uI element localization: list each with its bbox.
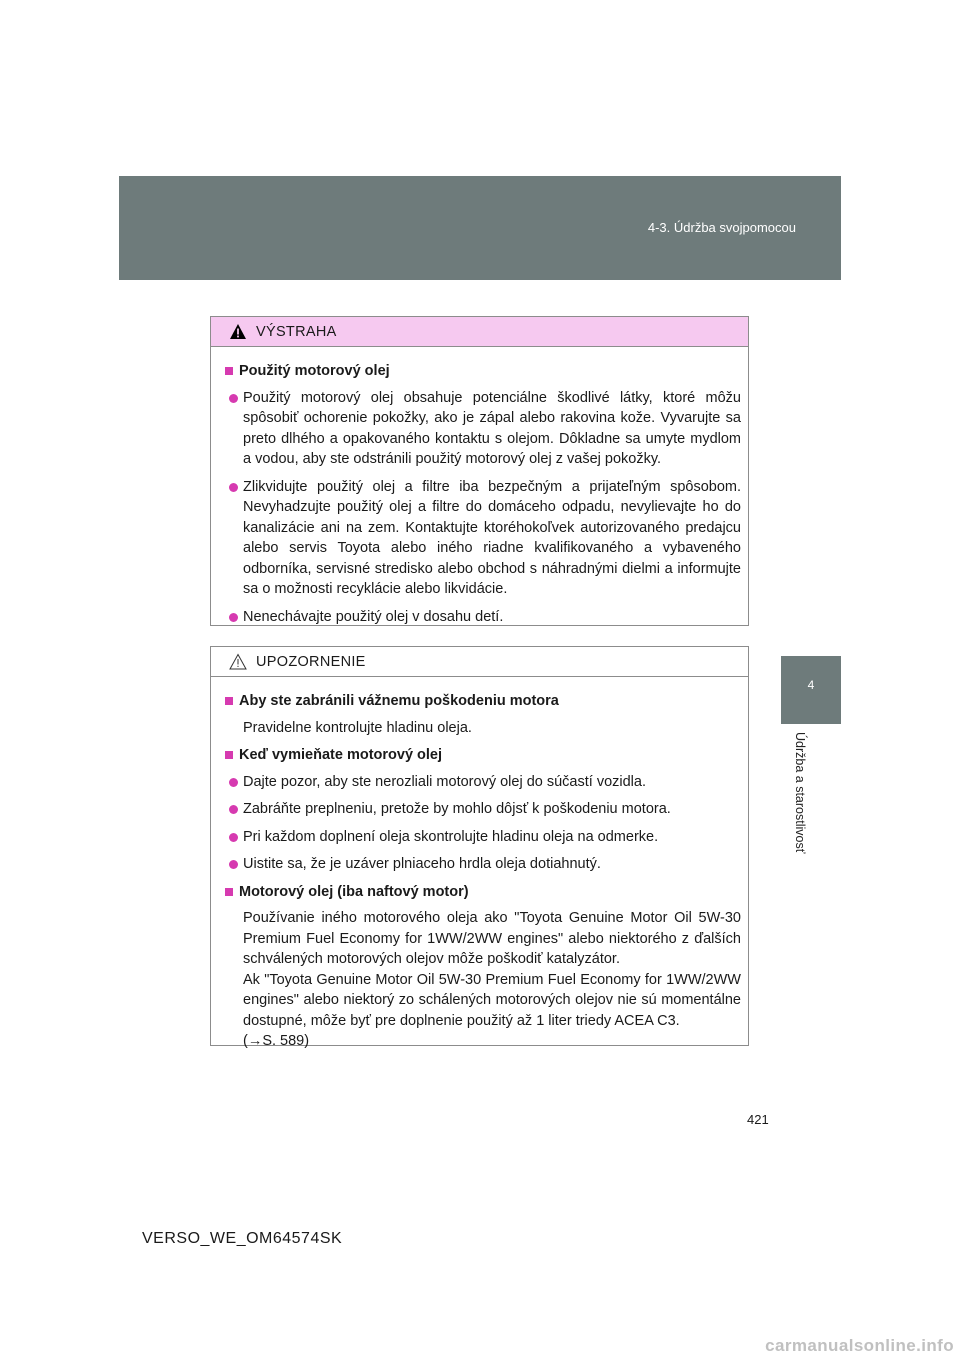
section-heading: Motorový olej (iba naftový motor): [225, 882, 741, 903]
caution-triangle-icon: [229, 653, 247, 670]
list-item: Uistite sa, že je uzáver plniaceho hrdla oleja dotiahnutý.: [229, 854, 741, 875]
list-item: Zabráňte preplneniu, pretože by mohlo dôjsť k poškodeniu motora.: [229, 799, 741, 820]
section-heading: Aby ste zabránili vážnemu poškodeniu motora: [225, 691, 741, 712]
circle-bullet-icon: [229, 778, 238, 787]
square-bullet-icon: [225, 751, 233, 759]
notice-title: UPOZORNENIE: [256, 653, 366, 670]
chapter-title: 4-3. Údržba svojpomocou: [647, 220, 796, 235]
chapter-number: 4: [807, 678, 815, 692]
circle-bullet-icon: [229, 483, 238, 492]
warning-box: [210, 316, 749, 626]
paragraph: Pravidelne kontrolujte hladinu oleja.: [243, 719, 472, 736]
watermark: carmanualsonline.info: [765, 1336, 954, 1355]
circle-bullet-icon: [229, 394, 238, 403]
circle-bullet-icon: [229, 833, 238, 842]
list-item: Zlikvidujte použitý olej a filtre iba bezpečným a prijateľným spôsobom. Nevyhadzujte použitý olej a filtre do domáceho odpadu, nevylievajte ho do kanalizácie ani na zem. Kontaktujte ktoréhokoľvek autorizovaného predajcu alebo servis Toyota alebo iného riadne kvalifikovaného a vybaveného odborníka, servisné stredisko alebo obchod s náhradnými dielmi a informujte sa o možnosti recyklácie alebo likvidácie.: [229, 477, 741, 600]
circle-bullet-icon: [229, 860, 238, 869]
section-heading: Keď vymieňate motorový olej: [225, 745, 741, 766]
page-number: 421: [747, 1112, 769, 1127]
square-bullet-icon: [225, 888, 233, 896]
notice-header: [211, 647, 748, 677]
paragraph: Ak "Toyota Genuine Motor Oil 5W-30 Premium Fuel Economy for 1WW/2WW engines" alebo niektorý zo schálených motorových olejov nie sú momentálne dostupné, môže byť pre doplnenie použitý až 1 liter triedy ACEA C3.: [243, 971, 741, 1029]
list-item: Nenechávajte použitý olej v dosahu detí.: [229, 607, 741, 628]
warning-triangle-icon: [229, 323, 247, 340]
list-item: Pri každom doplnení oleja skontrolujte hladinu oleja na odmerke.: [229, 827, 741, 848]
chapter-tab: [781, 656, 841, 724]
paragraph: Používanie iného motorového oleja ako "Toyota Genuine Motor Oil 5W-30 Premium Fuel Economy for 1WW/2WW engines" alebo niektorého z ďalších schválených motorových olejov môže poškodiť katalyzátor.: [243, 910, 741, 967]
document-code: VERSO_WE_OM64574SK: [142, 1230, 343, 1247]
square-bullet-icon: [225, 697, 233, 705]
circle-bullet-icon: [229, 805, 238, 814]
square-bullet-icon: [225, 367, 233, 375]
warning-title: VÝSTRAHA: [256, 323, 337, 340]
section-heading: Použitý motorový olej: [225, 361, 741, 382]
page-reference-link[interactable]: (→S. 589): [243, 1033, 310, 1049]
circle-bullet-icon: [229, 613, 238, 622]
warning-header: [211, 317, 748, 347]
notice-box: [210, 646, 749, 1049]
chapter-side-label: Údržba a starostlivosť: [793, 732, 807, 854]
list-item: Dajte pozor, aby ste nerozliali motorový olej do súčastí vozidla.: [229, 772, 741, 793]
list-item: Použitý motorový olej obsahuje potenciálne škodlivé látky, ktoré môžu spôsobiť ochorenie pokožky, ako je zápal alebo rakovina kože. Vyvarujte sa preto dlhého a opakovaného kontaktu s olejom. Dôkladne sa umyte mydlom a vodou, aby ste odstránili použitý motorový olej z vašej pokožky.: [229, 388, 741, 470]
header-band: [119, 176, 841, 280]
